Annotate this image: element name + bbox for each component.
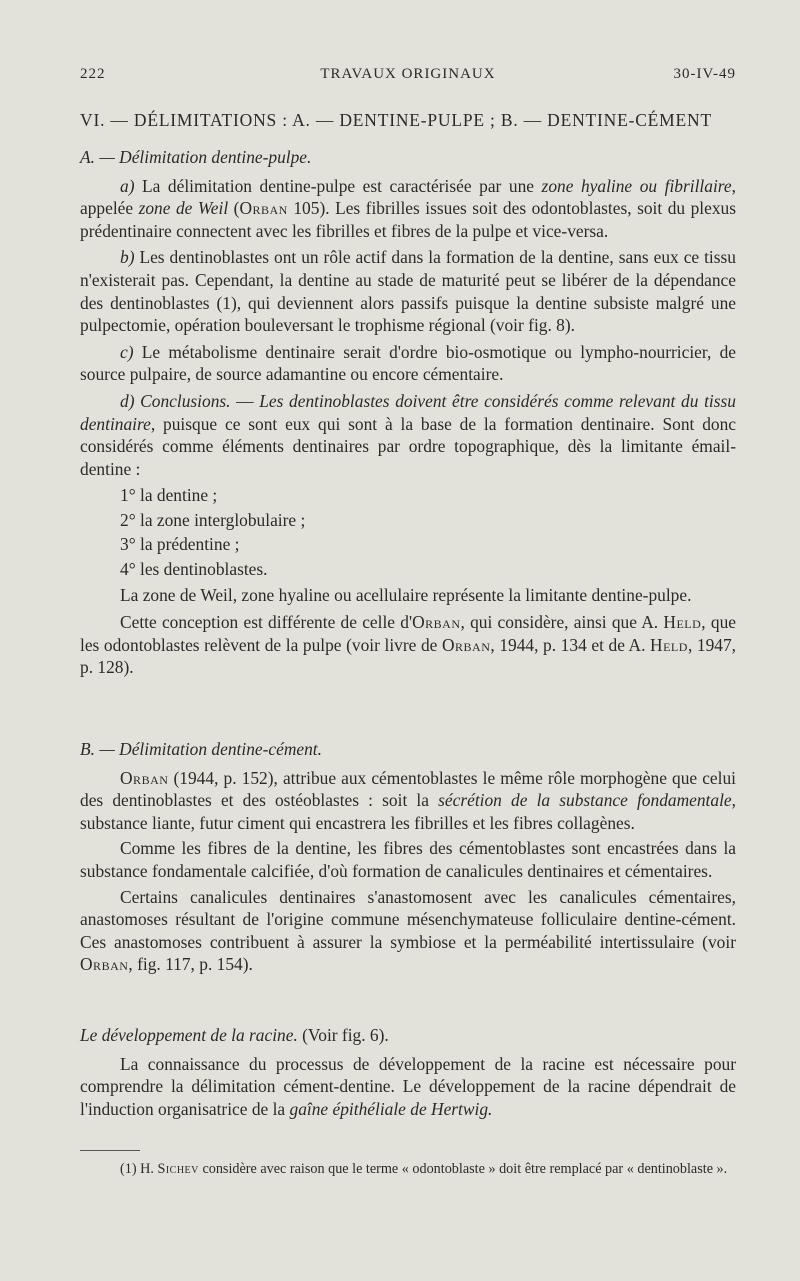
element-list xyxy=(80,483,736,581)
footnote: (1) H. Sichev considère avec raison que le terme « odontoblaste » doit être remplacé par « dentinoblaste ». xyxy=(120,1161,728,1177)
paragraph-d: d) Conclusions. — Les dentinoblastes doivent être considérés comme relevant du tissu dentinaire, puisque ce sont eux qui sont à la base de la formation dentinaire. Sont donc considérés comme éléments dentinaires par ordre topographique, dès la limitante émail-dentine : xyxy=(80,390,736,479)
running-header xyxy=(80,66,736,86)
paragraph-conception: Cette conception est différente de celle d'Orban, qui considère, ainsi que A. Held, que les odontoblastes relèvent de la pulpe (voir livre de Orban, 1944, p. 134 et de A. Held, 1947, p. 128). xyxy=(80,611,737,678)
root-section xyxy=(80,1024,736,1120)
running-title: TRAVAUX ORIGINAUX xyxy=(320,66,496,82)
part-b-title: B. — Délimitation dentine-cément. xyxy=(80,739,322,759)
list-item: 4° les dentinoblastes. xyxy=(120,558,268,579)
part-b xyxy=(80,738,736,976)
paragraph-weil: La zone de Weil, zone hyaline ou acellulaire représente la limitante dentine-pulpe. xyxy=(120,585,692,606)
paragraph-fibres: Comme les fibres de la dentine, les fibres des cémentoblastes sont encastrées dans la substance fondamentale calcifiée, d'où formation de canalicules dentinaires et cémentaires. xyxy=(80,838,736,881)
list-item: 3° la prédentine ; xyxy=(120,534,240,555)
list-item: 1° la dentine ; xyxy=(120,485,218,506)
paragraph-orban: Orban (1944, p. 152), attribue aux cémentoblastes le même rôle morphogène que celui des dentinoblastes et des ostéoblastes : soit la sécrétion de la substance fondamentale, substance liante, futur ciment qui encastrera les fibrilles et les fibres collagènes. xyxy=(80,767,736,833)
footnote-rule xyxy=(80,1150,140,1151)
paragraph-b: b) Les dentinoblastes ont un rôle actif dans la formation de la dentine, sans eux ce tissu n'existerait pas. Cependant, la dentine au stade de maturité peut se libérer de la dépendance des dentinoblastes (1), qui deviennent alors passifs puisque la dentine subsiste malgré une pulpectomie, opération bouleversant le trophisme régional (voir fig. 8). xyxy=(80,247,736,336)
part-a xyxy=(80,146,736,679)
header-date: 30-IV-49 xyxy=(673,66,736,82)
part-a-title: A. — Délimitation dentine-pulpe. xyxy=(80,147,312,167)
root-title: Le développement de la racine. (Voir fig. 6). xyxy=(80,1025,389,1045)
paragraph-a: a) La délimitation dentine-pulpe est caractérisée par une zone hyaline ou fibrillaire, appelée zone de Weil (Orban 105). Les fibrilles issues soit des odontoblastes, soit du plexus prédentinaire connectent avec les fibrilles et fibres de la pulpe et vice-versa. xyxy=(80,175,737,241)
page-number: 222 xyxy=(80,66,106,82)
paragraph-root: La connaissance du processus de développement de la racine est nécessaire pour comprendre la délimitation cément-dentine. Le développement de la racine dépendrait de l'induction organisatrice de la gaîne épithéliale de Hertwig. xyxy=(80,1053,736,1119)
list-item: 2° la zone interglobulaire ; xyxy=(120,509,306,530)
paragraph-canalicules: Certains canalicules dentinaires s'anastomosent avec les canalicules cémentaires, anastomoses résultant de l'origine commune mésenchymateuse folliculaire dentine-cément. Ces anastomoses contribuent à assurer la symbiose et la perméabilité intertissulaire (voir Orban, fig. 117, p. 154). xyxy=(80,886,736,975)
paragraph-c: c) Le métabolisme dentinaire serait d'ordre bio-osmotique ou lympho-nourricier, de source pulpaire, de source adamantine ou encore cémentaire. xyxy=(80,341,736,385)
section-heading: VI. — DÉLIMITATIONS : A. — DENTINE-PULPE ; B. — DENTINE-CÉMENT xyxy=(80,110,712,130)
